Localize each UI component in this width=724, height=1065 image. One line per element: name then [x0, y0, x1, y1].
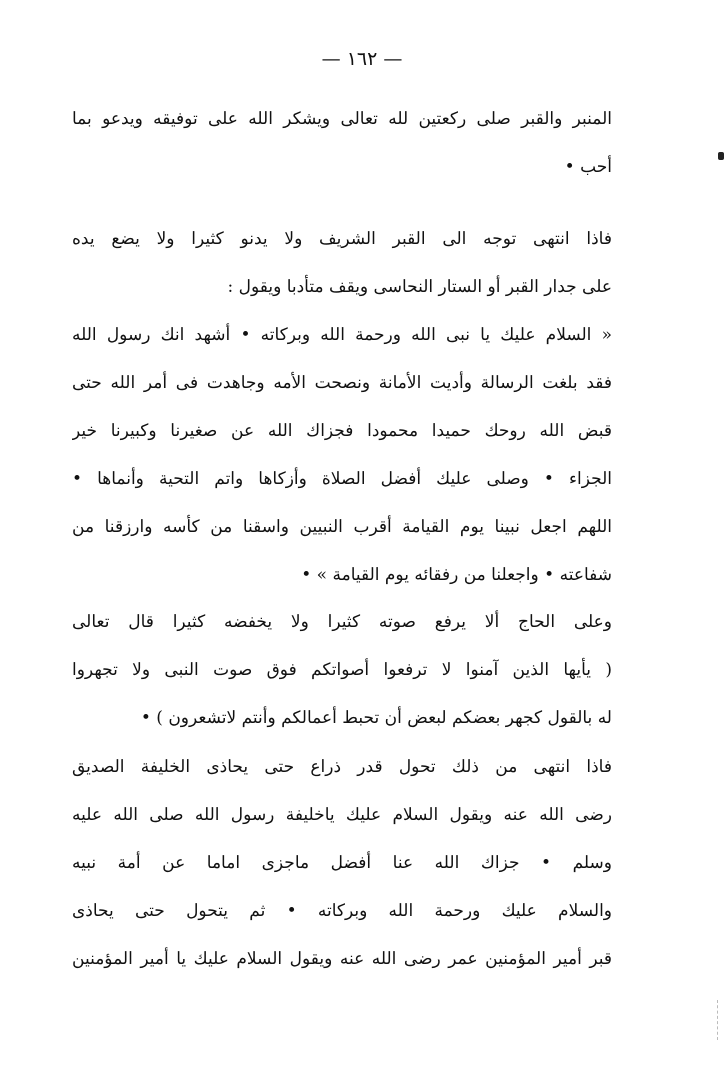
text-line: فاذا انتهى توجه الى القبر الشريف ولا يدنو كثيرا ولا يضع يده [72, 229, 612, 249]
page-edge-marks [715, 1000, 718, 1040]
text-line: قبر أمير المؤمنين عمر رضى الله عنه ويقول السلام عليك يا أمير المؤمنين [72, 949, 612, 969]
text-line: فقد بلغت الرسالة وأديت الأمانة ونصحت الأمه وجاهدت فى أمر الله حتى [72, 373, 612, 393]
text-line: « السلام عليك يا نبى الله ورحمة الله وبركاته • أشهد انك رسول الله [72, 325, 612, 345]
text-line: شفاعته • واجعلنا من رفقائه يوم القيامة » • [301, 565, 612, 585]
paragraph-3 [72, 311, 612, 599]
paragraph-2 [72, 215, 612, 311]
text-line: على جدار القبر أو الستار النحاسى ويقف متأدبا ويقول : [227, 277, 612, 297]
text-line: رضى الله عنه ويقول السلام عليك ياخليفة رسول الله صلى الله عليه [72, 805, 612, 825]
paragraph-1 [72, 95, 612, 191]
paragraph-4 [72, 598, 612, 742]
text-line: الجزاء • وصلى عليك أفضل الصلاة وأزكاها واتم التحية وأنماها • [72, 469, 612, 489]
edge-ink-dot [718, 152, 724, 160]
text-line: فاذا انتهى من ذلك تحول قدر ذراع حتى يحاذى الخليفة الصديق [72, 757, 612, 777]
paragraph-5 [72, 743, 612, 983]
text-line: المنبر والقبر صلى ركعتين لله تعالى ويشكر الله على توفيقه ويدعو بما [72, 109, 612, 129]
text-line: له بالقول كجهر بعضكم لبعض أن تحبط أعمالكم وأنتم لاتشعرون ) • [140, 708, 612, 728]
text-line: ( يأيها الذين آمنوا لا ترفعوا أصواتكم فوق صوت النبى ولا تجهروا [72, 660, 612, 680]
text-line: والسلام عليك ورحمة الله وبركاته • ثم يتحول حتى يحاذى [72, 901, 612, 921]
text-line: اللهم اجعل نبينا يوم القيامة أقرب النبيين واسقنا من كأسه وارزقنا من [72, 517, 612, 537]
text-line: قبض الله روحك حميدا محمودا فجزاك الله عن صغيرنا وكبيرنا خير [72, 421, 612, 441]
text-line: وعلى الحاج ألا يرفع صوته كثيرا ولا يخفضه كثيرا قال تعالى [72, 612, 612, 632]
text-line: أحب • [564, 157, 612, 177]
text-line: وسلم • جزاك الله عنا أفضل ماجزى اماما عن أمة نبيه [72, 853, 612, 873]
page-number: — ١٦٢ — [321, 48, 403, 70]
